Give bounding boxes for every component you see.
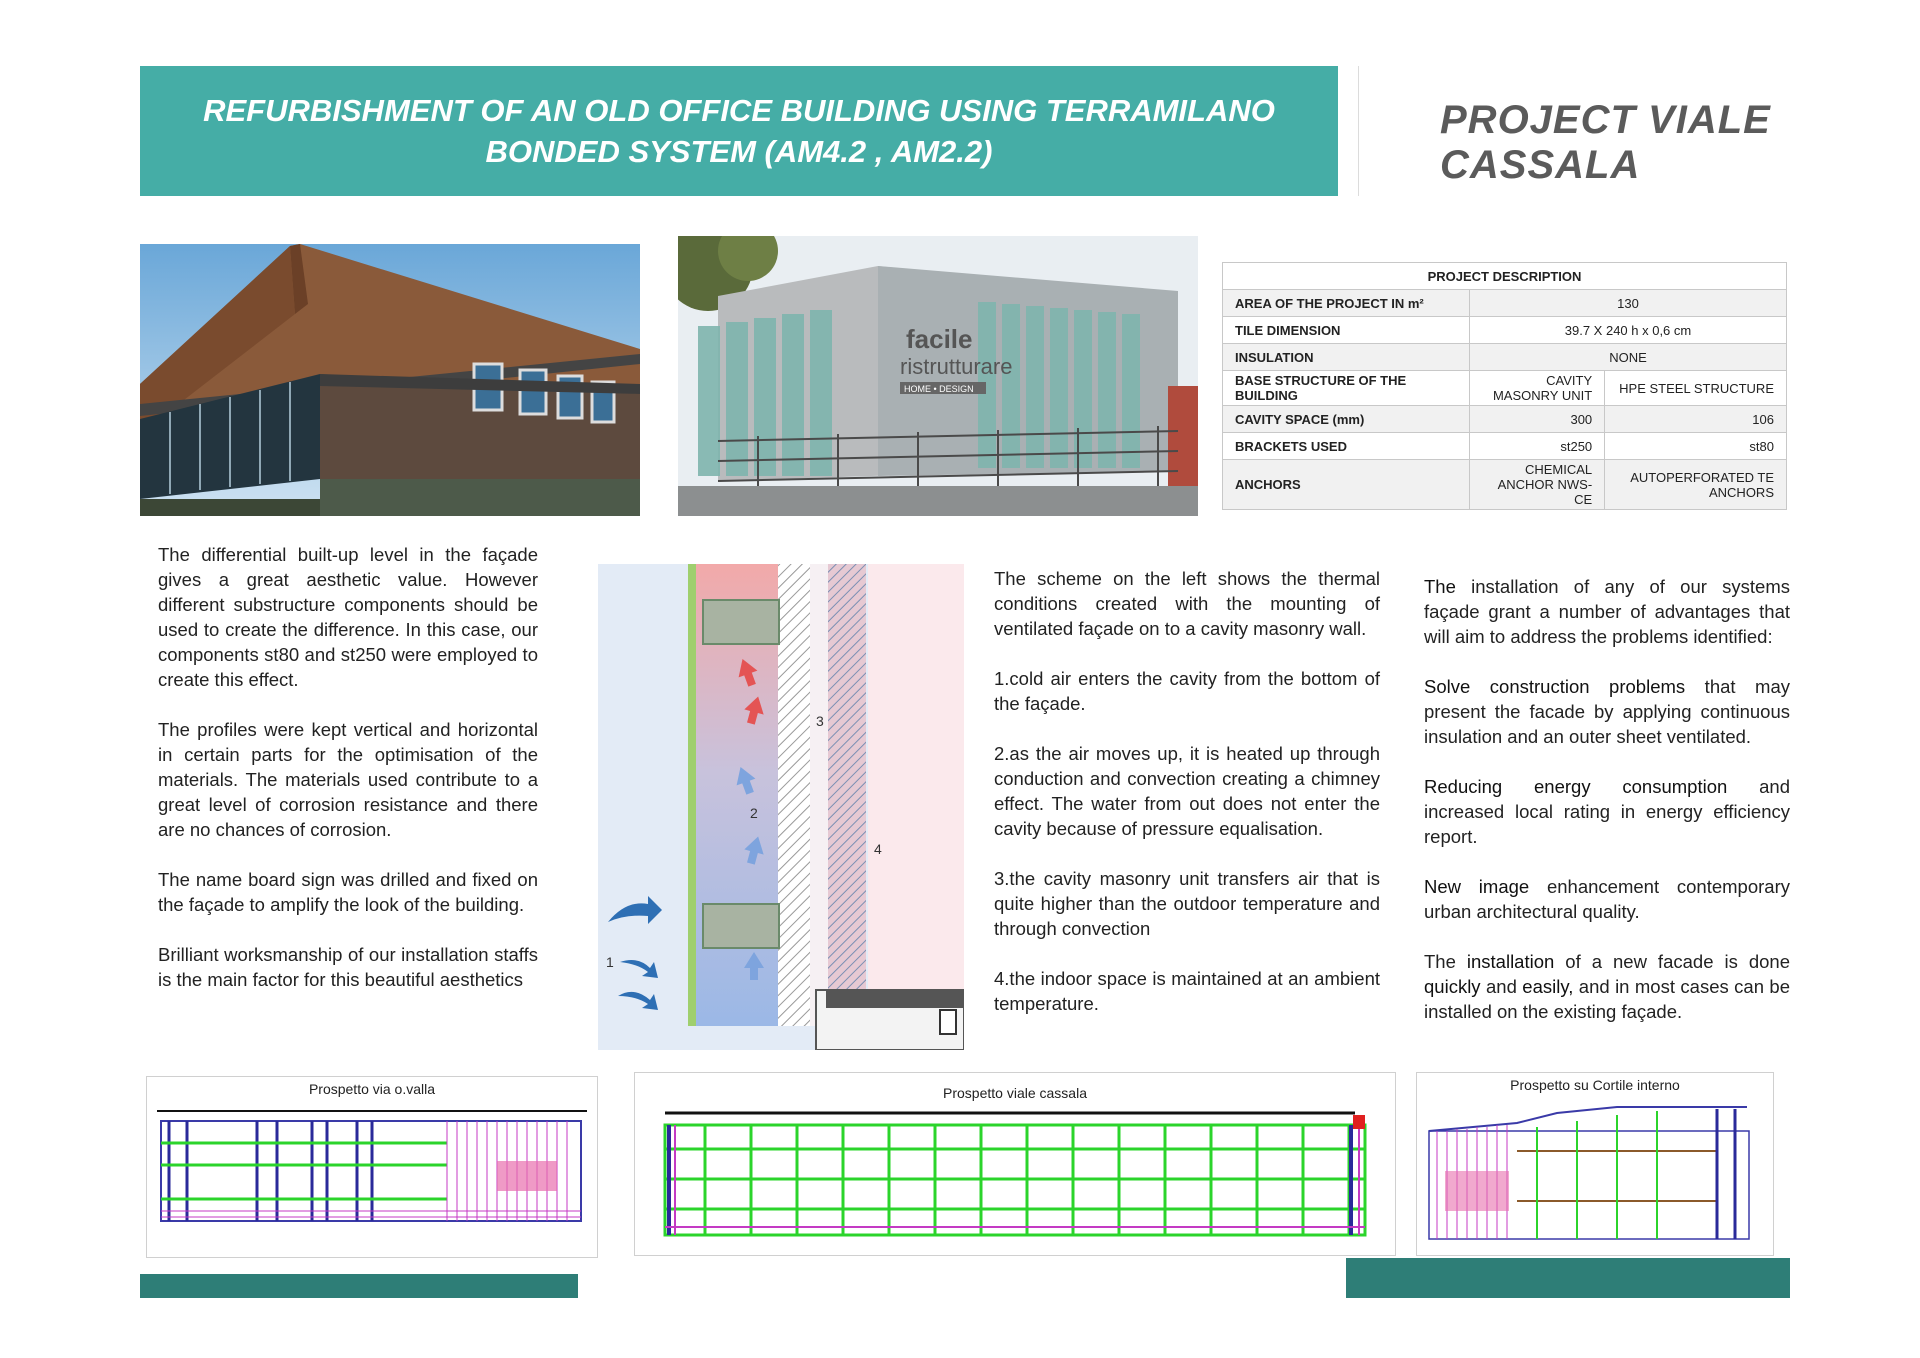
building-photo-facade <box>678 236 1198 516</box>
footer-bar-left <box>140 1274 578 1298</box>
right-paragraph-1: The installation of any of our systems façade grant a number of advantages that will aim to address the problems identified: <box>1424 576 1790 647</box>
middle-paragraph-5: 4.the indoor space is maintained at an ambient temperature. <box>994 968 1380 1014</box>
left-paragraph-3: The name board sign was drilled and fixed on the façade to amplify the look of the building. <box>158 869 538 915</box>
project-description-table <box>1222 262 1787 510</box>
middle-paragraph-4: 3.the cavity masonry unit transfers air that is quite higher than the outdoor temperature and through convection <box>994 868 1380 939</box>
table-row: BASE STRUCTURE OF THE BUILDING CAVITY MASONRY UNIT HPE STEEL STRUCTURE <box>1223 371 1787 406</box>
project-name: PROJECT VIALE CASSALA <box>1440 98 1771 187</box>
middle-paragraph-2: 1.cold air enters the cavity from the bottom of the façade. <box>994 668 1380 714</box>
sign-line3: HOME • DESIGN <box>904 384 974 394</box>
right-paragraph-5: The installation of a new facade is done quickly and easily, and in most cases can be installed on the existing façade. <box>1424 951 1790 1022</box>
sign-line2: ristrutturare <box>900 354 1013 379</box>
middle-paragraph-3: 2.as the air moves up, it is heated up through conduction and convection creating a chimney effect. The water from out does not enter the cavity because of pressure equalisation. <box>994 743 1380 839</box>
table-row: TILE DIMENSION 39.7 X 240 h x 0,6 cm <box>1223 317 1787 344</box>
diagram-label-2: 2 <box>750 805 758 821</box>
drawing-title: Prospetto su Cortile interno <box>1510 1077 1680 1093</box>
sign-line1: facile <box>906 324 973 354</box>
elevation-drawing-cassala <box>634 1072 1396 1256</box>
drawing-title: Prospetto viale cassala <box>943 1085 1087 1101</box>
diagram-label-1: 1 <box>606 954 614 970</box>
right-paragraph-3: Reducing energy consumption and increased local rating in energy efficiency report. <box>1424 776 1790 847</box>
diagram-label-3: 3 <box>816 713 824 729</box>
middle-paragraph-1: The scheme on the left shows the thermal conditions created with the mounting of ventilated façade on to a cavity masonry wall. <box>994 568 1380 639</box>
left-paragraph-4: Brilliant worksmanship of our installation staffs is the main factor for this beautiful aesthetics <box>158 944 538 990</box>
elevation-drawing-ovalla <box>146 1076 598 1258</box>
table-row: INSULATION NONE <box>1223 344 1787 371</box>
left-text-column <box>158 542 538 1017</box>
table-row: ANCHORS CHEMICAL ANCHOR NWS-CE AUTOPERFORATED TE ANCHORS <box>1223 460 1787 510</box>
footer-bar-right <box>1346 1258 1790 1298</box>
table-heading: PROJECT DESCRIPTION <box>1223 263 1787 290</box>
right-text-column <box>1424 574 1790 1049</box>
drawing-title: Prospetto via o.valla <box>308 1081 436 1097</box>
diagram-label-4: 4 <box>874 841 882 857</box>
page-title: REFURBISHMENT OF AN OLD OFFICE BUILDING USING TERRAMILANO BONDED SYSTEM (AM4.2 , AM2.2) <box>203 93 1275 169</box>
thermal-diagram <box>598 564 964 1050</box>
left-paragraph-2: The profiles were kept vertical and horizontal in certain parts for the optimisation of the materials. The materials used contribute to a great level of corrosion resistance and there are no chances of corrosion. <box>158 719 538 840</box>
elevation-drawing-cortile <box>1416 1072 1774 1256</box>
middle-text-column <box>994 566 1380 1041</box>
right-paragraph-2: Solve construction problems that may present the facade by applying continuous insulation and an outer sheet ventilated. <box>1424 676 1791 747</box>
table-row: CAVITY SPACE (mm) 300 106 <box>1223 406 1787 433</box>
left-paragraph-1: The differential built-up level in the façade gives a great aesthetic value. However different substructure components should be used to create the difference. In this case, our components st80 and st250 were employed to create this effect. <box>158 544 538 690</box>
title-banner <box>140 66 1338 196</box>
building-photo-brick <box>140 244 640 516</box>
header-divider <box>1358 66 1359 196</box>
table-row: BRACKETS USED st250 st80 <box>1223 433 1787 460</box>
right-paragraph-4: New image enhancement contemporary urban architectural quality. <box>1424 876 1790 922</box>
table-row: AREA OF THE PROJECT IN m² 130 <box>1223 290 1787 317</box>
